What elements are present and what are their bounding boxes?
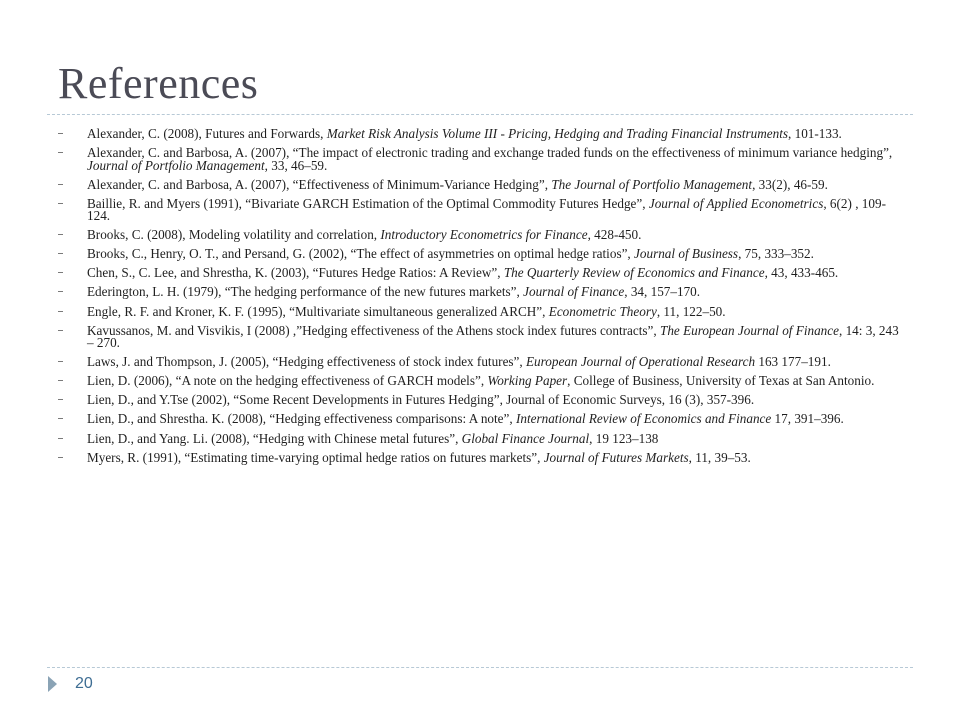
reference-details: , 11, 122–50. <box>656 303 726 319</box>
dash-bullet-icon <box>58 253 63 254</box>
reference-text: Alexander, C. and Barbosa, A. (2007), “The impact of electronic trading and exchange traded funds on the effectiveness of minimum variance hedging”, <box>87 145 893 161</box>
reference-item <box>58 322 904 351</box>
reference-source: Journal of Futures Markets <box>543 449 689 465</box>
dash-bullet-icon <box>58 418 63 419</box>
reference-details: , 75, 333–352. <box>738 246 814 262</box>
reference-text: Lien, D., and Yang. Li. (2008), “Hedging with Chinese metal futures”, <box>87 430 462 446</box>
title-divider <box>47 114 913 115</box>
reference-source: Market Risk Analysis Volume III - Pricing, Hedging and Trading Financial Instruments <box>326 126 788 141</box>
reference-item <box>58 394 904 406</box>
reference-text: Chen, S., C. Lee, and Shrestha, K. (2003), “Futures Hedge Ratios: A Review”, <box>87 265 504 281</box>
reference-list <box>58 128 904 471</box>
reference-details: , 19 123–138 <box>589 430 659 446</box>
reference-text: Alexander, C. (2008), Futures and Forwards, <box>87 126 327 141</box>
reference-item <box>58 248 904 260</box>
dash-bullet-icon <box>58 380 63 381</box>
reference-details: , 33(2), 46-59. <box>752 176 828 192</box>
reference-text: Lien, D., and Y.Tse (2002), “Some Recent Developments in Futures Hedging”, Journal of Economic Surveys, 16 (3), 357-396. <box>87 392 755 408</box>
dash-bullet-icon <box>58 203 63 204</box>
reference-item <box>58 128 904 140</box>
reference-source: The Quarterly Review of Economics and Finance <box>503 265 765 281</box>
reference-item <box>58 449 904 465</box>
reference-source: Journal of Portfolio Management <box>87 157 265 173</box>
reference-source: Econometric Theory <box>548 303 657 319</box>
reference-text: Kavussanos, M. and Visvikis, I (2008) ,”Hedging effectiveness of the Athens stock index futures contracts”, <box>87 322 660 338</box>
reference-text: Laws, J. and Thompson, J. (2005), “Hedging effectiveness of stock index futures”, <box>87 354 526 370</box>
reference-item <box>58 229 904 241</box>
dash-bullet-icon <box>58 184 63 185</box>
reference-source: The Journal of Portfolio Management <box>551 176 753 192</box>
reference-text: Brooks, C. (2008), Modeling volatility and correlation, <box>87 227 381 243</box>
reference-text: Baillie, R. and Myers (1991), “Bivariate GARCH Estimation of the Optimal Commodity Futures Hedge”, <box>87 195 649 211</box>
reference-text: Lien, D., and Shrestha. K. (2008), “Hedging effectiveness comparisons: A note”, <box>87 411 516 427</box>
reference-source: Journal of Business <box>634 246 739 262</box>
reference-details: , 34, 157–170. <box>624 284 701 300</box>
footer-triangle-icon <box>48 676 57 692</box>
page-number: 20 <box>75 675 93 692</box>
reference-details: , 101-133. <box>788 126 842 141</box>
reference-item <box>58 430 904 446</box>
reference-details: , 428-450. <box>587 227 642 243</box>
reference-source: Journal of Finance <box>523 284 625 300</box>
reference-text: Brooks, C., Henry, O. T., and Persand, G. (2002), “The effect of asymmetries on optimal hedge ratios”, <box>87 246 635 262</box>
dash-bullet-icon <box>58 291 63 292</box>
reference-details: , 33, 46–59. <box>264 157 328 173</box>
reference-details: , College of Business, University of Texas at San Antonio. <box>567 373 875 389</box>
reference-text: Engle, R. F. and Kroner, K. F. (1995), “Multivariate simultaneous generalized ARCH”, <box>87 303 549 319</box>
reference-details: , 43, 433-465. <box>764 265 839 281</box>
reference-source: International Review of Economics and Finance <box>515 411 772 427</box>
reference-source: European Journal of Operational Research <box>526 354 756 370</box>
reference-item <box>58 303 904 319</box>
reference-details: , 6(2) , 109-124. <box>87 195 886 224</box>
reference-item <box>58 286 904 298</box>
reference-item <box>58 267 904 279</box>
dash-bullet-icon <box>58 399 63 400</box>
reference-item <box>58 375 904 387</box>
reference-source: Introductory Econometrics for Finance <box>380 227 588 243</box>
reference-item <box>58 176 904 192</box>
reference-item <box>58 195 904 224</box>
page-title: References <box>58 59 259 108</box>
reference-text: Myers, R. (1991), “Estimating time-varying optimal hedge ratios on futures markets”, <box>87 449 544 465</box>
dash-bullet-icon <box>58 457 63 458</box>
reference-source: Journal of Applied Econometrics <box>648 195 824 211</box>
reference-source: Global Finance Journal <box>461 430 590 446</box>
reference-item <box>58 356 904 368</box>
reference-text: Lien, D. (2006), “A note on the hedging effectiveness of GARCH models”, <box>87 373 488 389</box>
reference-text: Alexander, C. and Barbosa, A. (2007), “Effectiveness of Minimum-Variance Hedging”, <box>87 176 552 192</box>
dash-bullet-icon <box>58 330 63 331</box>
reference-source: The European Journal of Finance <box>660 322 839 338</box>
reference-details: , 11, 39–53. <box>688 449 751 465</box>
dash-bullet-icon <box>58 361 63 362</box>
dash-bullet-icon <box>58 272 63 273</box>
reference-details: 163 177–191. <box>755 354 831 370</box>
reference-item <box>58 413 904 425</box>
reference-text: Ederington, L. H. (1979), “The hedging performance of the new futures markets”, <box>87 284 524 300</box>
dash-bullet-icon <box>58 311 63 312</box>
reference-details: , 14: 3, 243 – 270. <box>87 322 899 351</box>
dash-bullet-icon <box>58 438 63 439</box>
reference-source: Working Paper <box>487 373 568 389</box>
dash-bullet-icon <box>58 234 63 235</box>
footer-divider <box>47 667 913 668</box>
reference-item <box>58 147 904 172</box>
dash-bullet-icon <box>58 133 63 134</box>
dash-bullet-icon <box>58 152 63 153</box>
reference-details: 17, 391–396. <box>771 411 844 427</box>
